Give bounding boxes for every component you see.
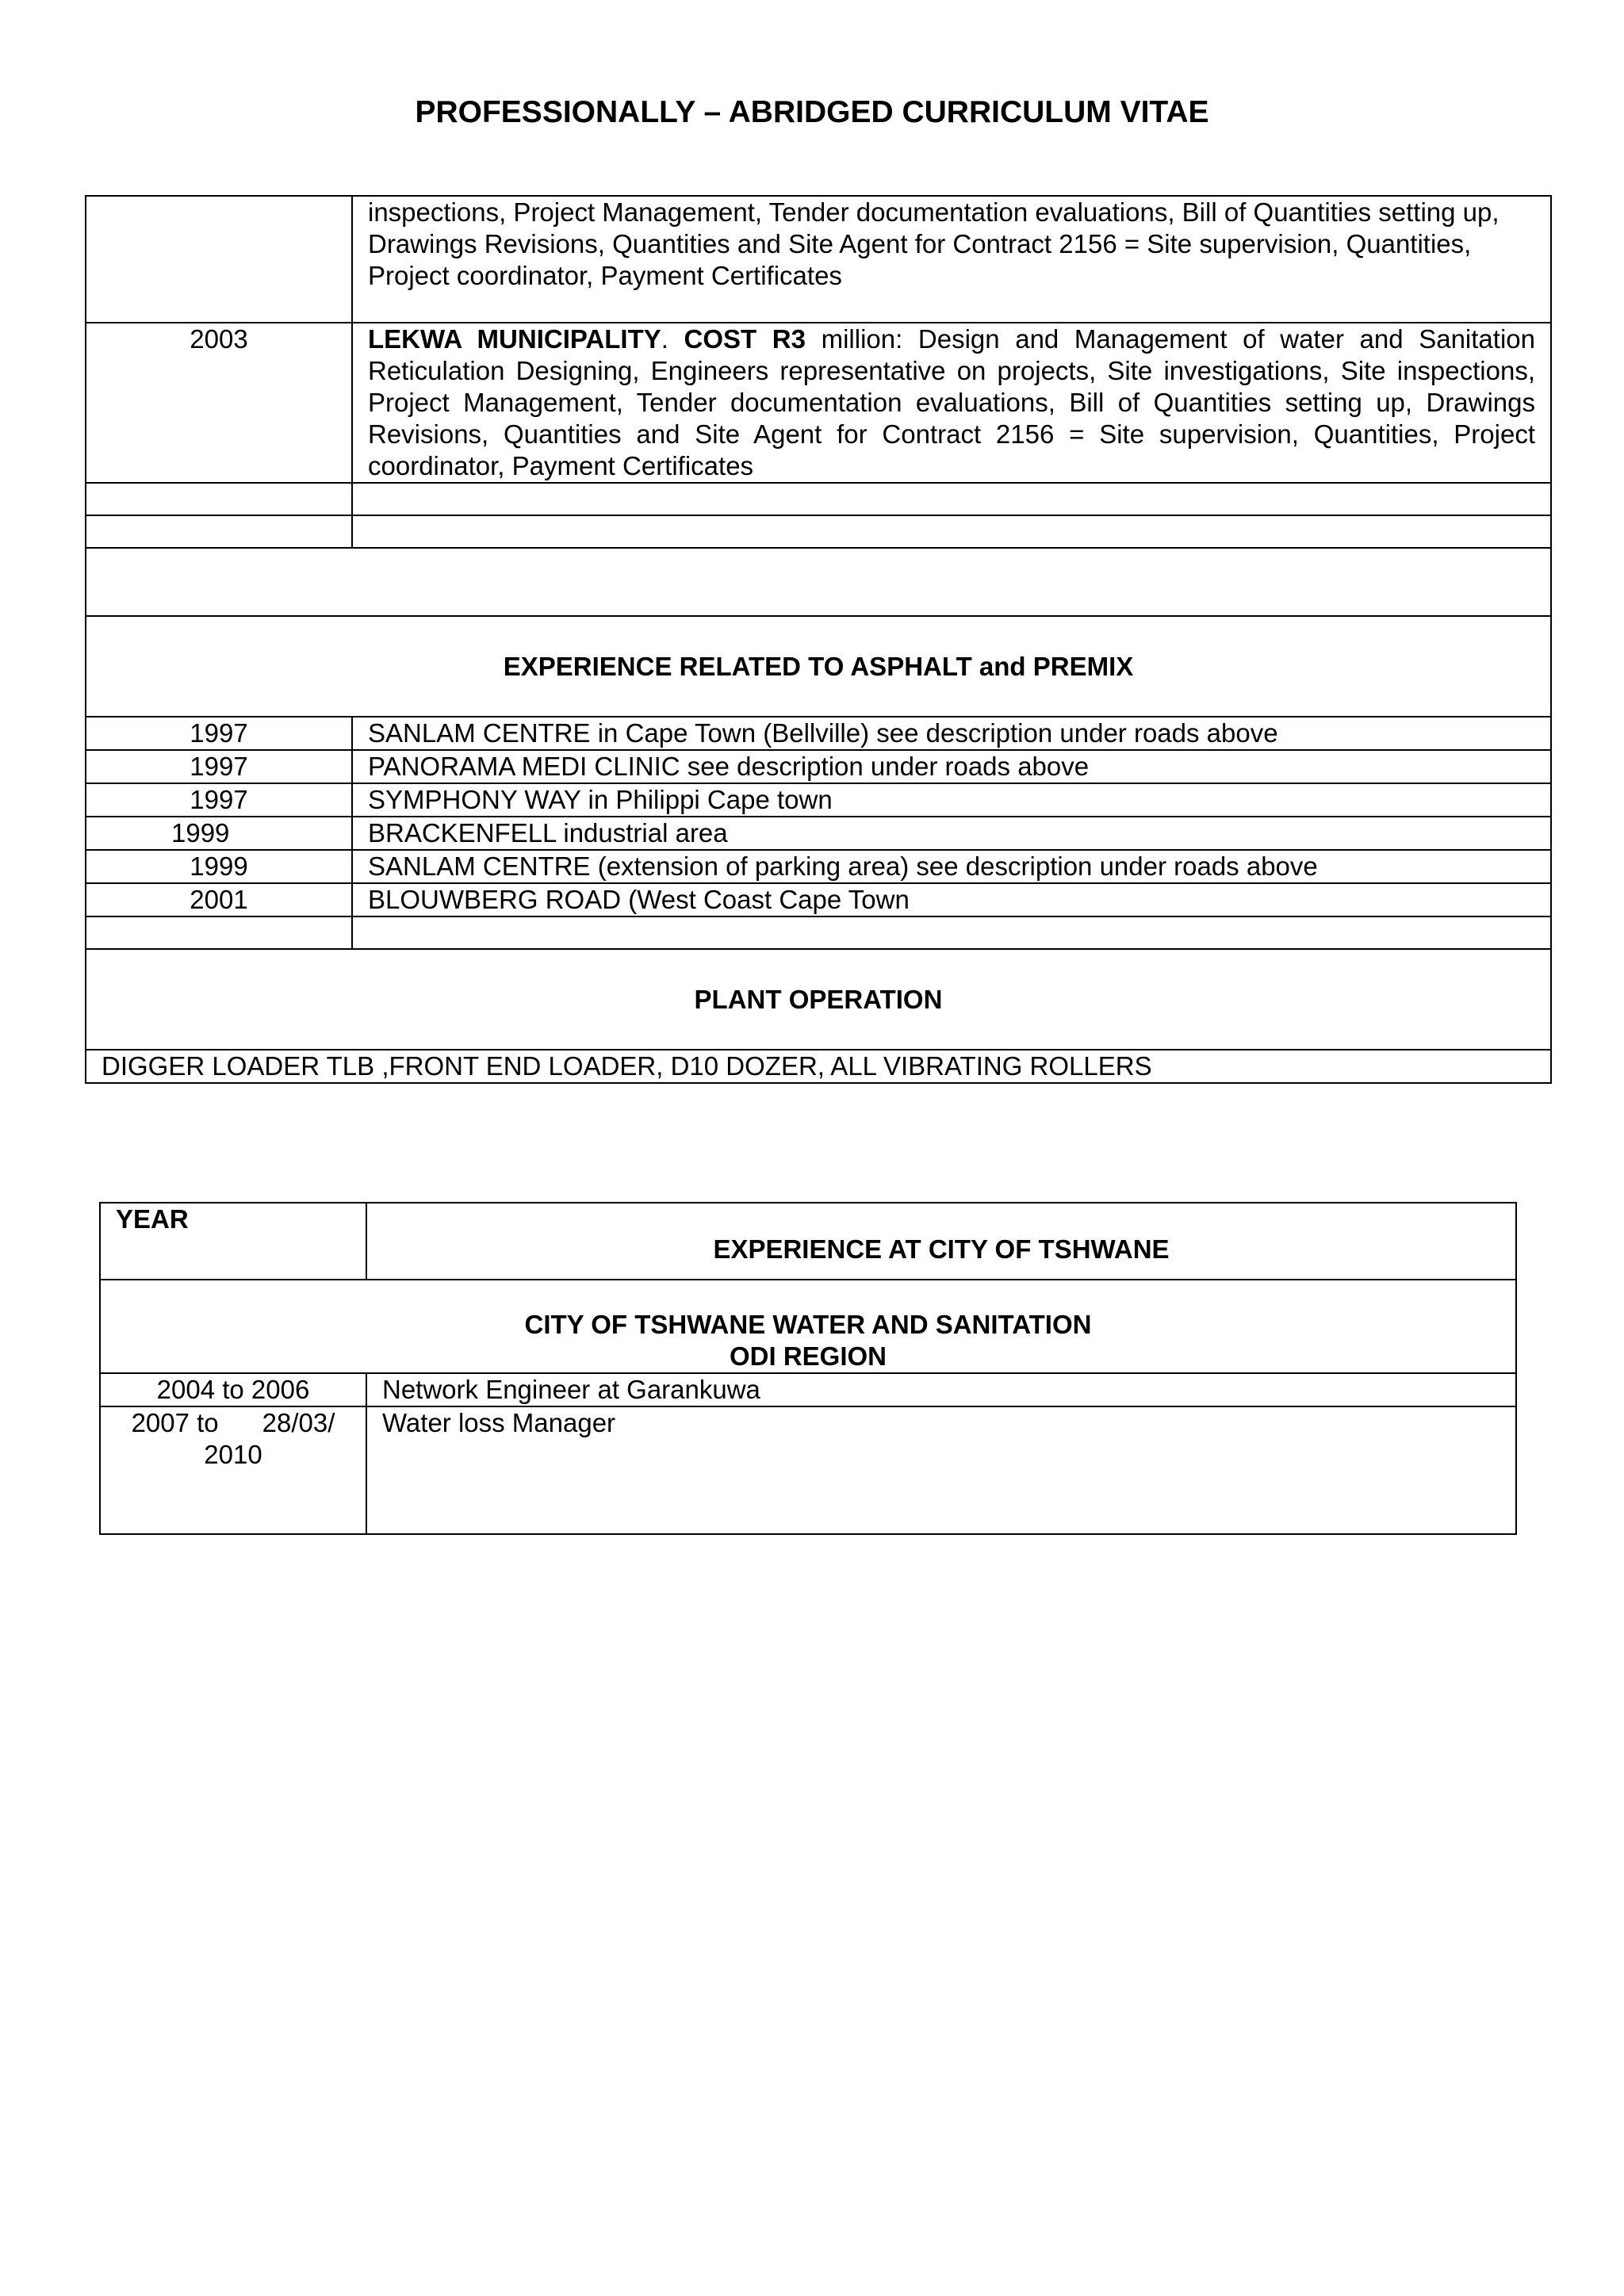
year-line-1: 2007 to 28/03/ [131, 1408, 335, 1437]
table-row [86, 783, 1551, 817]
section-header-row [86, 616, 1551, 717]
table-row [86, 717, 1551, 750]
plant-operation-heading: PLANT OPERATION [86, 949, 1551, 1050]
project-cell: PANORAMA MEDI CLINIC see description under roads above [352, 750, 1551, 783]
header-row [100, 1203, 1516, 1280]
table-row [100, 1406, 1516, 1534]
project-cell: SANLAM CENTRE in Cape Town (Bellville) see description under roads above [352, 717, 1551, 750]
heading-line-2: ODI REGION [729, 1341, 887, 1371]
project-cell: SANLAM CENTRE (extension of parking area) see description under roads above [352, 850, 1551, 883]
spacer-row [86, 548, 1551, 616]
year-cell: 2001 [86, 883, 352, 916]
year-cell [86, 196, 352, 323]
separator: . [661, 324, 684, 354]
project-cost: COST R3 [684, 324, 806, 354]
table-row [86, 750, 1551, 783]
lekwa-description [352, 323, 1551, 483]
project-cell: SYMPHONY WAY in Philippi Cape town [352, 783, 1551, 817]
empty-row [86, 483, 1551, 515]
continued-description: inspections, Project Management, Tender documentation evaluations, Bill of Quantities setting up, Drawings Revisions, Quantities and Site Agent for Contract 2156 = Site supervision, Quantities, Project coordinator, Payment Certificates [352, 196, 1551, 323]
year-cell: 1997 [86, 750, 352, 783]
position-cell: Network Engineer at Garankuwa [366, 1373, 1516, 1406]
tshwane-heading: EXPERIENCE AT CITY OF TSHWANE [366, 1203, 1516, 1280]
experience-table [85, 195, 1552, 1084]
project-cell: BRACKENFELL industrial area [352, 817, 1551, 850]
tshwane-table [99, 1202, 1517, 1535]
table-row [100, 1373, 1516, 1406]
table-row [86, 196, 1551, 323]
heading-line-1: CITY OF TSHWANE WATER AND SANITATION [524, 1310, 1092, 1339]
section-header-row [100, 1280, 1516, 1373]
year-line-2: 2010 [204, 1440, 262, 1469]
project-name: LEKWA MUNICIPALITY [368, 324, 661, 354]
year-header: YEAR [100, 1203, 366, 1280]
empty-row [86, 916, 1551, 949]
plant-operation-text: DIGGER LOADER TLB ,FRONT END LOADER, D10 DOZER, ALL VIBRATING ROLLERS [86, 1050, 1551, 1083]
asphalt-heading: EXPERIENCE RELATED TO ASPHALT and PREMIX [86, 616, 1551, 717]
year-cell: 1997 [86, 783, 352, 817]
year-cell: 2003 [86, 323, 352, 483]
project-cell: BLOUWBERG ROAD (West Coast Cape Town [352, 883, 1551, 916]
table-row [86, 1050, 1551, 1083]
year-cell: 1999 [86, 850, 352, 883]
page-title: PROFESSIONALLY – ABRIDGED CURRICULUM VITAE [415, 95, 1209, 129]
odi-region-heading [100, 1280, 1516, 1373]
table-row [86, 817, 1551, 850]
year-cell: 1997 [86, 717, 352, 750]
table-row [86, 850, 1551, 883]
table-row [86, 883, 1551, 916]
table-row [86, 323, 1551, 483]
project-description: million: Design and Management of water and Sanitation Reticulation Designing, Engineers representative on projects, Site investigations, Site inspections, Project Management, Tender documentation evaluations, Bill of Quantities setting up, Drawings Revisions, Quantities and Site Agent for Contract 2156 = Site supervision, Quantities, Project coordinator, Payment Certificates [368, 324, 1535, 480]
position-cell: Water loss Manager [366, 1406, 1516, 1534]
year-cell: 2004 to 2006 [100, 1373, 366, 1406]
year-cell: 1999 [86, 817, 352, 850]
section-header-row [86, 949, 1551, 1050]
empty-row [86, 515, 1551, 548]
year-cell [100, 1406, 366, 1534]
